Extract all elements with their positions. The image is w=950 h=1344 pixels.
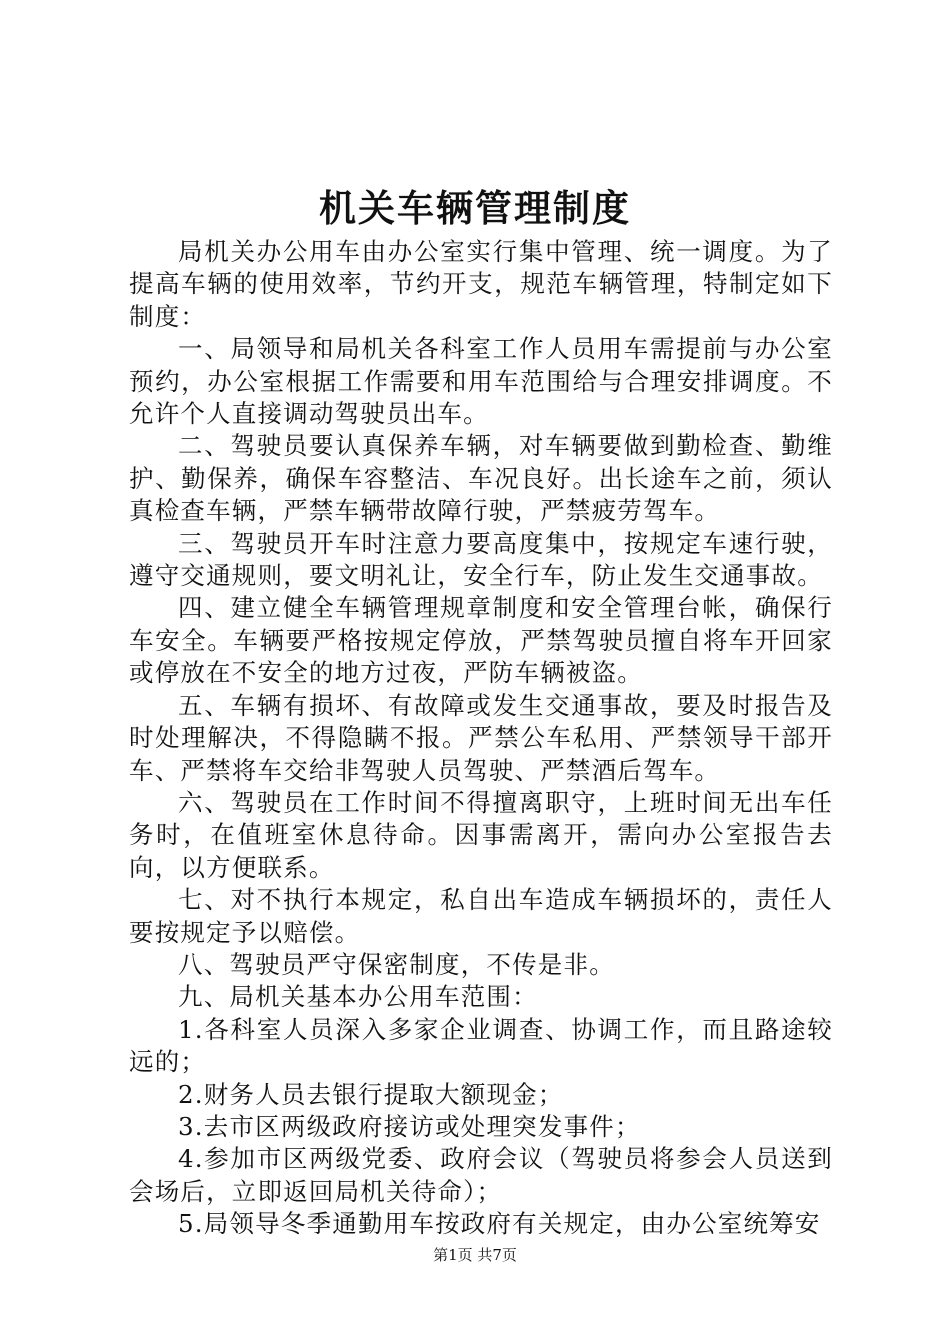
list-item-3: 3.去市区两级政府接访或处理突发事件；: [178, 1111, 641, 1141]
paragraph-rule-3: 三、驾驶员开车时注意力要高度集中，按规定车速行驶，遵守交通规则，要文明礼让，安全行车，防止发生交通事故。: [129, 528, 833, 591]
paragraph-intro: 局机关办公用车由办公室实行集中管理、统一调度。为了提高车辆的使用效率，节约开支，规范车辆管理，特制定如下制度：: [129, 237, 833, 331]
document-body: [129, 236, 833, 1241]
list-item-1: 1.各科室人员深入多家企业调查、协调工作，而且路途较远的；: [129, 1014, 833, 1077]
paragraph-rule-5: 五、车辆有损坏、有故障或发生交通事故，要及时报告及时处理解决，不得隐瞒不报。严禁公车私用、严禁领导干部开车、严禁将车交给非驾驶人员驾驶、严禁酒后驾车。: [129, 690, 833, 785]
paragraph-rule-8: 八、驾驶员严守保密制度，不传是非。: [178, 949, 615, 979]
document-title: 机关车辆管理制度: [319, 186, 631, 230]
list-item-2: 2.财务人员去银行提取大额现金；: [178, 1079, 564, 1109]
paragraph-rule-2: 二、驾驶员要认真保养车辆，对车辆要做到勤检查、勤维护、勤保养，确保车容整洁、车况良好。出长途车之前，须认真检查车辆，严禁车辆带故障行驶，严禁疲劳驾车。: [129, 431, 833, 526]
paragraph-rule-7: 七、对不执行本规定，私自出车造成车辆损坏的，责任人要按规定予以赔偿。: [129, 885, 833, 947]
paragraph-rule-6: 六、驾驶员在工作时间不得擅离职守，上班时间无出车任务时，在值班室休息待命。因事需离开，需向办公室报告去向，以方便联系。: [129, 787, 833, 882]
paragraph-rule-9: 九、局机关基本办公用车范围：: [178, 982, 538, 1012]
page-footer: 第1页 共7页: [433, 1246, 517, 1264]
paragraph-rule-4: 四、建立健全车辆管理规章制度和安全管理台帐，确保行车安全。车辆要严格按规定停放，严禁驾驶员擅自将车开回家或停放在不安全的地方过夜，严防车辆被盗。: [129, 593, 833, 688]
paragraph-rule-1: 一、局领导和局机关各科室工作人员用车需提前与办公室预约，办公室根据工作需要和用车范围给与合理安排调度。不允许个人直接调动驾驶员出车。: [129, 334, 833, 429]
list-item-4: 4.参加市区两级党委、政府会议（驾驶员将参会人员送到会场后，立即返回局机关待命）；: [129, 1144, 833, 1206]
list-item-5: 5.局领导冬季通勤用车按政府有关规定，由办公室统筹安: [178, 1209, 821, 1239]
